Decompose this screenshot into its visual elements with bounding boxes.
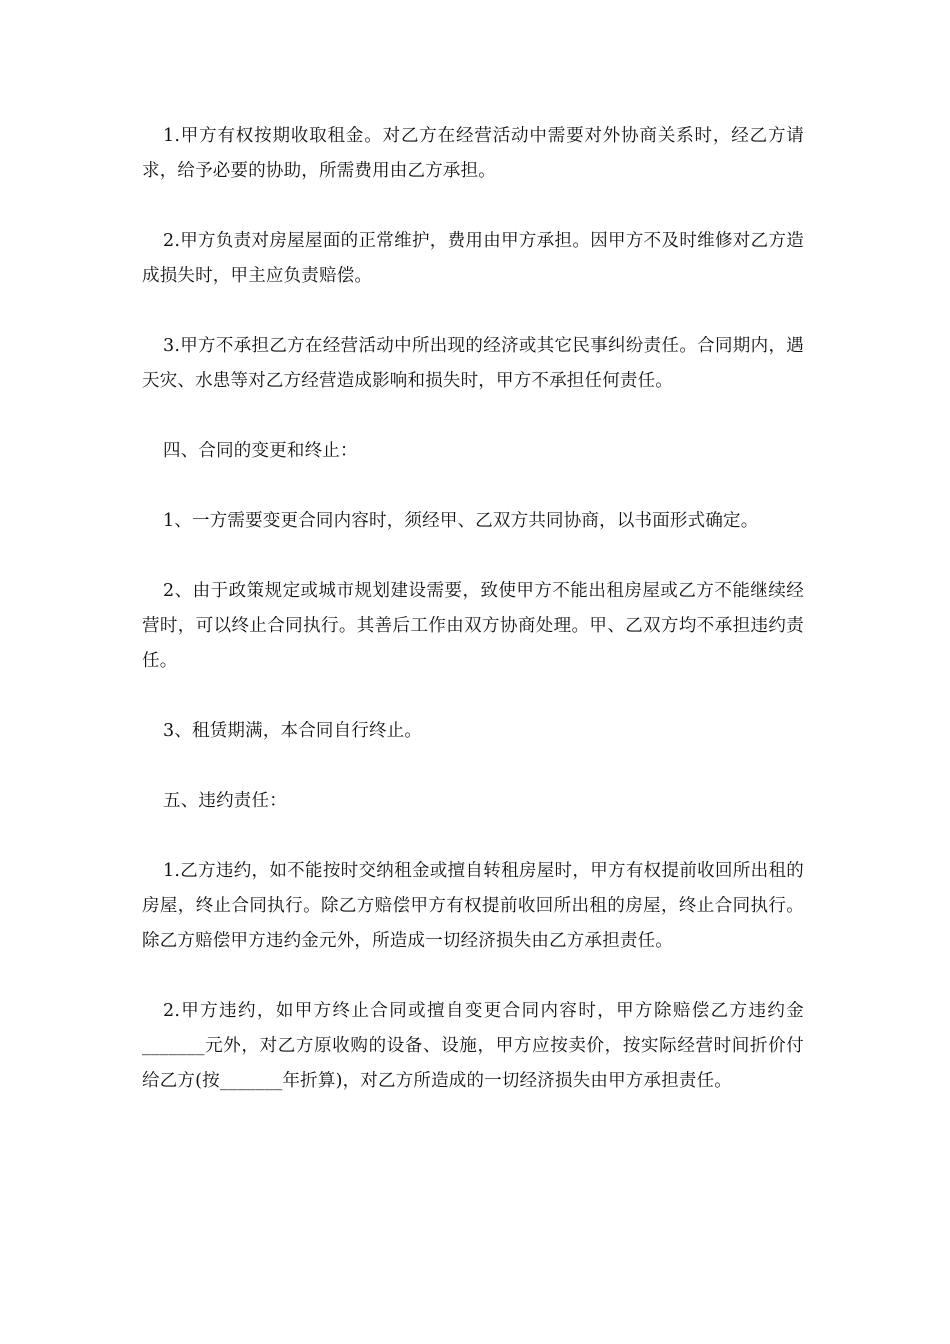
- clause-contract-change: 1、一方需要变更合同内容时，须经甲、乙双方共同协商，以书面形式确定。: [163, 511, 759, 531]
- clause-landlord-rights: 1.甲方有权按期收取租金。对乙方在经营活动中需要对外协商关系时，经乙方请求，给予必要的协助，所需费用由乙方承担。: [142, 126, 804, 181]
- clause-landlord-breach: 2.甲方违约，如甲方终止合同或擅自变更合同内容时，甲方除赔偿乙方违约金_______元外，对乙方原收购的设备、设施，甲方应按卖价，按实际经营时间折价付给乙方(按_______年折算)，对乙方所造成的一切经济损失由甲方承担责任。: [142, 1001, 804, 1091]
- clause-lease-expiry: 3、租赁期满，本合同自行终止。: [163, 721, 423, 741]
- clause-policy-termination: 2、由于政策规定或城市规划建设需要，致使甲方不能出租房屋或乙方不能继续经营时，可以终止合同执行。其善后工作由双方协商处理。甲、乙双方均不承担违约责任。: [142, 581, 804, 671]
- clause-roof-maintenance: 2.甲方负责对房屋屋面的正常维护，费用由甲方承担。因甲方不及时维修对乙方造成损失时，甲主应负责赔偿。: [142, 231, 804, 286]
- section-heading-breach: 五、违约责任：: [163, 791, 287, 811]
- section-heading-change-termination: 四、合同的变更和终止：: [163, 441, 358, 461]
- document-body: [142, 119, 804, 1134]
- clause-tenant-breach: 1.乙方违约，如不能按时交纳租金或擅自转租房屋时，甲方有权提前收回所出租的房屋，终止合同执行。除乙方赔偿甲方有权提前收回所出租的房屋，终止合同执行。除乙方赔偿甲方违约金元外，所造成一切经济损失由乙方承担责任。: [142, 861, 804, 951]
- clause-landlord-disclaimer: 3.甲方不承担乙方在经营活动中所出现的经济或其它民事纠纷责任。合同期内，遇天灾、水患等对乙方经营造成影响和损失时，甲方不承担任何责任。: [142, 336, 804, 391]
